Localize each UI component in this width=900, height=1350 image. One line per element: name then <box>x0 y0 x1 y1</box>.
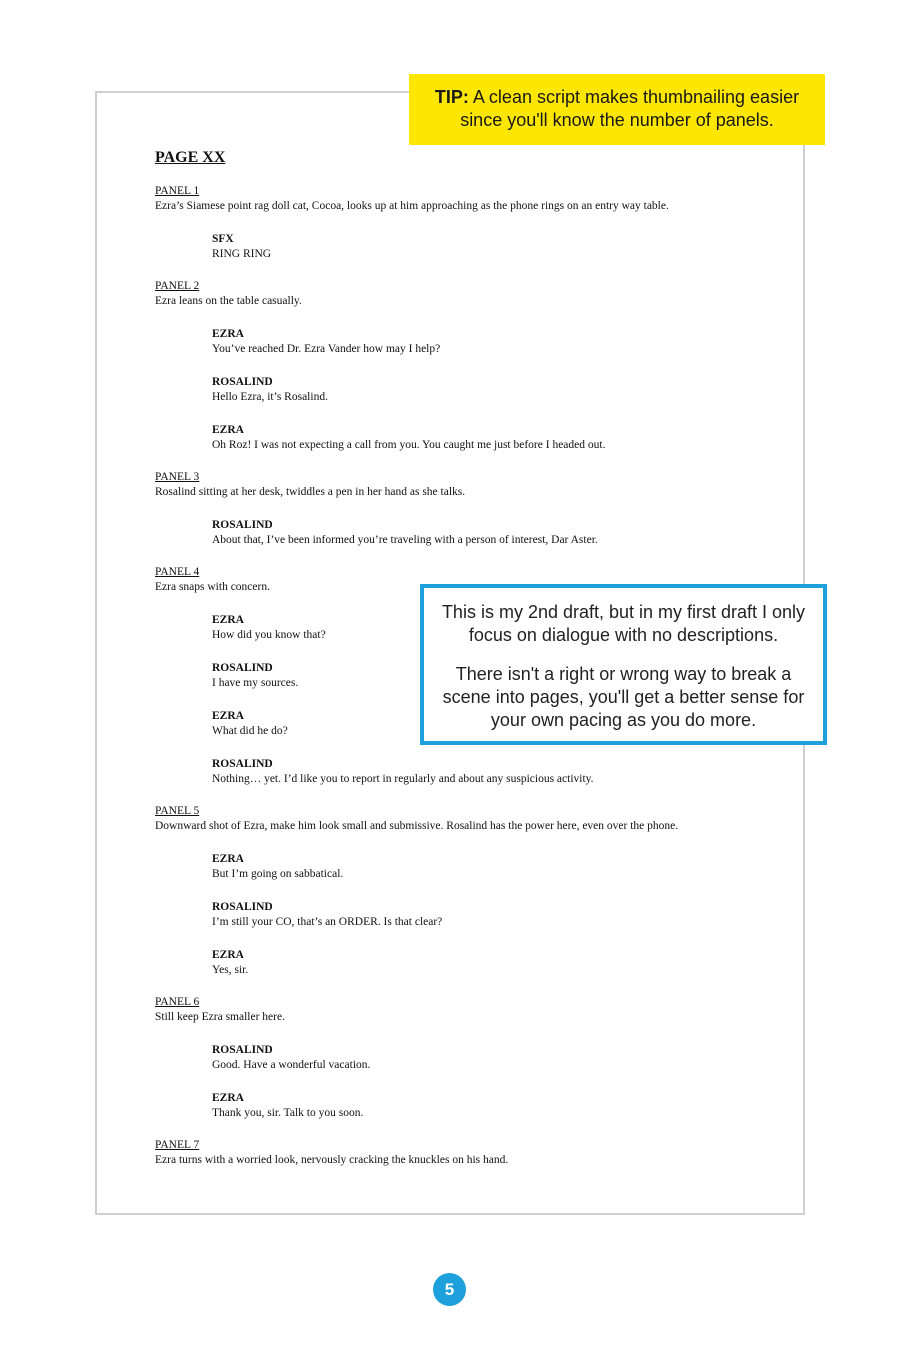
speaker-name: ROSALIND <box>212 901 273 913</box>
script-panel <box>155 184 775 262</box>
author-note-callout <box>420 584 827 745</box>
panel-label: PANEL 5 <box>155 805 200 817</box>
speaker-name: EZRA <box>212 710 244 722</box>
dialogue-block <box>212 1043 775 1073</box>
panel-description: Still keep Ezra smaller here. <box>155 1011 285 1023</box>
dialogue-line: You’ve reached Dr. Ezra Vander how may I help? <box>212 343 441 355</box>
speaker-name: ROSALIND <box>212 519 273 531</box>
tip-text: A clean script makes thumbnailing easier since you'll know the number of panels. <box>460 87 800 130</box>
dialogue-line: About that, I’ve been informed you’re traveling with a person of interest, Dar Aster. <box>212 534 598 546</box>
panel-label: PANEL 4 <box>155 566 200 578</box>
speaker-name: EZRA <box>212 949 244 961</box>
speaker-name: ROSALIND <box>212 1044 273 1056</box>
dialogue-block <box>212 518 775 548</box>
dialogue-block <box>212 423 775 453</box>
script-panel <box>155 1138 775 1168</box>
panel-description: Ezra’s Siamese point rag doll cat, Cocoa, looks up at him approaching as the phone rings on an entry way table. <box>155 200 669 212</box>
panel-label: PANEL 3 <box>155 471 200 483</box>
dialogue-line: Hello Ezra, it’s Rosalind. <box>212 391 328 403</box>
page-heading: PAGE XX <box>155 149 226 166</box>
dialogue-line: Oh Roz! I was not expecting a call from you. You caught me just before I headed out. <box>212 439 606 451</box>
dialogue-block <box>212 375 775 405</box>
dialogue-block <box>212 900 775 930</box>
panel-description: Ezra turns with a worried look, nervously cracking the knuckles on his hand. <box>155 1154 509 1166</box>
dialogue-line: How did you know that? <box>212 629 326 641</box>
speaker-name: EZRA <box>212 424 244 436</box>
dialogue-line: What did he do? <box>212 725 288 737</box>
dialogue-line: I have my sources. <box>212 677 299 689</box>
panel-description: Rosalind sitting at her desk, twiddles a pen in her hand as she talks. <box>155 486 466 498</box>
page-number-badge: 5 <box>433 1273 466 1306</box>
tip-callout <box>409 74 825 145</box>
script-panel <box>155 995 775 1121</box>
panel-label: PANEL 6 <box>155 996 200 1008</box>
speaker-name: ROSALIND <box>212 662 273 674</box>
dialogue-block <box>212 757 775 787</box>
dialogue-line: But I’m going on sabbatical. <box>212 868 344 880</box>
dialogue-line: Thank you, sir. Talk to you soon. <box>212 1107 364 1119</box>
panel-description: Downward shot of Ezra, make him look small and submissive. Rosalind has the power here, even over the phone. <box>155 820 679 832</box>
speaker-name: EZRA <box>212 1092 244 1104</box>
dialogue-line: Yes, sir. <box>212 964 249 976</box>
dialogue-line: RING RING <box>212 248 272 260</box>
speaker-name: EZRA <box>212 853 244 865</box>
panel-label: PANEL 1 <box>155 185 200 197</box>
dialogue-block <box>212 232 775 262</box>
dialogue-block <box>212 1091 775 1121</box>
script-panel <box>155 470 775 548</box>
script-panel <box>155 804 775 978</box>
panel-description: Ezra snaps with concern. <box>155 581 270 593</box>
panel-label: PANEL 2 <box>155 280 200 292</box>
speaker-name: SFX <box>212 233 234 245</box>
speaker-name: EZRA <box>212 614 244 626</box>
dialogue-line: Good. Have a wonderful vacation. <box>212 1059 371 1071</box>
note-paragraph: There isn't a right or wrong way to break a scene into pages, you'll get a better sense for your own pacing as you do more. <box>442 664 805 730</box>
dialogue-block <box>212 948 775 978</box>
speaker-name: EZRA <box>212 328 244 340</box>
panel-description: Ezra leans on the table casually. <box>155 295 302 307</box>
dialogue-block <box>212 327 775 357</box>
dialogue-block <box>212 852 775 882</box>
speaker-name: ROSALIND <box>212 758 273 770</box>
script-panel <box>155 279 775 453</box>
tip-label: TIP: <box>434 87 469 107</box>
speaker-name: ROSALIND <box>212 376 273 388</box>
note-paragraph: This is my 2nd draft, but in my first draft I only focus on dialogue with no descriptions. <box>441 602 806 645</box>
panel-label: PANEL 7 <box>155 1139 200 1151</box>
dialogue-line: Nothing… yet. I’d like you to report in regularly and about any suspicious activity. <box>212 773 594 785</box>
dialogue-line: I’m still your CO, that’s an ORDER. Is that clear? <box>212 916 443 928</box>
